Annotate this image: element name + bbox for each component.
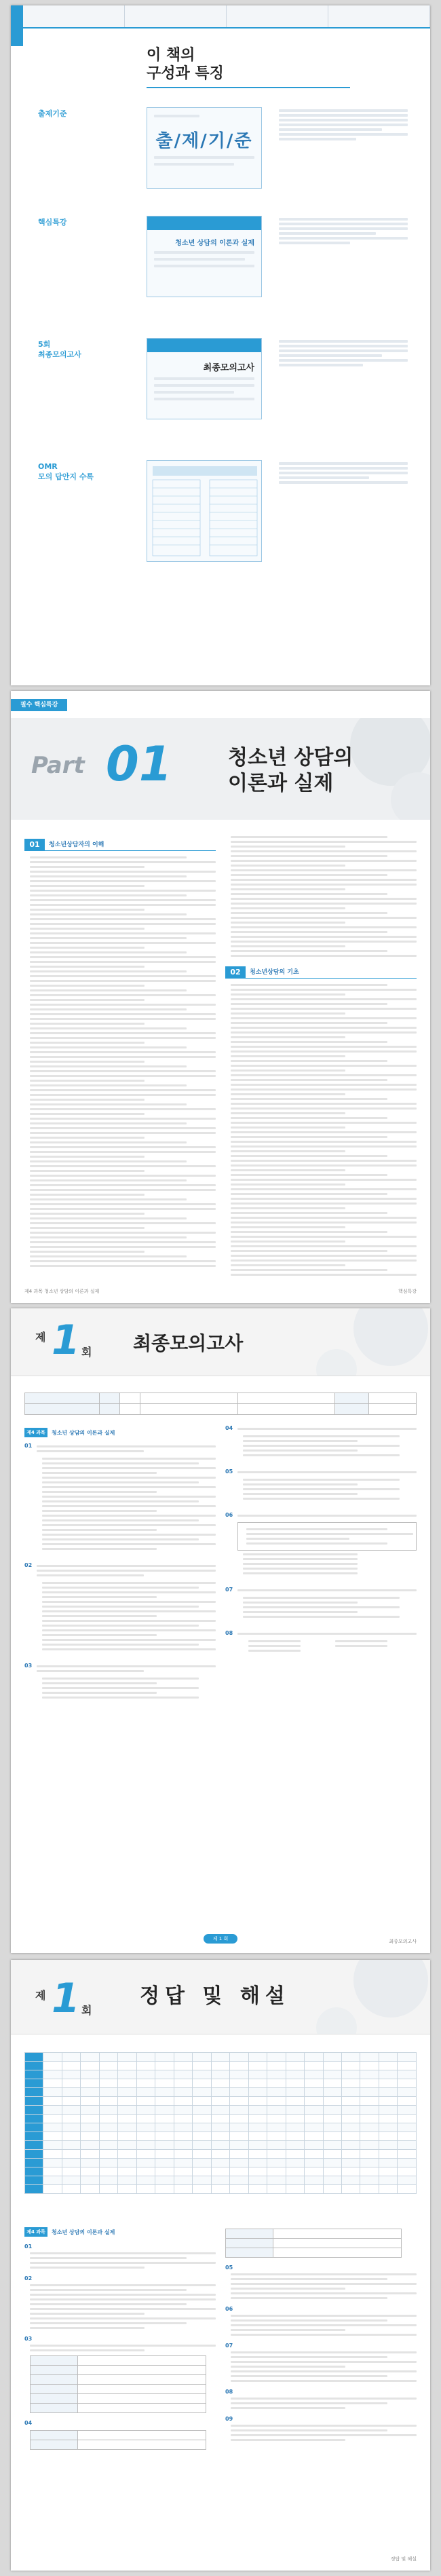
explanation-table — [225, 2229, 402, 2258]
feature-label-omr-sheet: OMR 모의 답안지 수록 — [38, 462, 94, 481]
lecture-column-left — [24, 833, 216, 1270]
question-item: 02 — [24, 1562, 216, 1650]
answer-number: 06 — [225, 2306, 233, 2312]
book-features-title: 이 책의 구성과 특징 — [147, 47, 224, 82]
answers-title: 정답 및 해설 — [140, 1984, 290, 2008]
lecture-column-right — [225, 833, 417, 1278]
chapter-heading: 01 청소년상담자의 이해 — [24, 839, 216, 851]
answer-number: 09 — [225, 2416, 233, 2422]
subject-band: 제4 과목 청소년 상담의 이론과 실제 — [24, 1428, 216, 1437]
part-title: 청소년 상담의 이론과 실제 — [228, 746, 353, 795]
question-item: 04 — [225, 1425, 417, 1456]
page-footer-left: 제4 과목 청소년 상담의 이론과 실제 — [24, 1289, 100, 1294]
explanation-column-right — [225, 2224, 417, 2444]
thumbnail-heading: 최종모의고사 — [203, 363, 254, 373]
exam-banner — [11, 1308, 430, 1376]
feature-thumbnail-core-lecture — [147, 216, 262, 297]
exam-suffix: 회 — [81, 2004, 92, 2017]
explanation-column-left — [24, 2224, 216, 2454]
feature-description — [279, 107, 408, 143]
spread-book-features — [11, 5, 430, 685]
info-cell — [125, 5, 227, 27]
feature-thumbnail-mock-exam — [147, 338, 262, 419]
feature-description — [279, 460, 408, 486]
question-column-right — [225, 1425, 417, 1667]
section-tab: 필수 핵심특강 — [11, 699, 67, 711]
page-footer-right: 정답 및 해설 — [390, 2556, 417, 2562]
part-number: 01 — [106, 736, 172, 792]
answer-number: 04 — [24, 2420, 33, 2426]
spread-mock-exam-1 — [11, 1308, 430, 1953]
part-label: Part — [31, 752, 85, 779]
answer-key-grid — [24, 2052, 417, 2194]
exam-prefix: 제 — [35, 1989, 46, 2002]
thumbnail-heading: 출/제/기/준 — [155, 131, 253, 151]
answer-number: 01 — [24, 2243, 33, 2250]
part-banner — [11, 718, 430, 820]
question-item: 07 — [225, 1587, 417, 1618]
answer-number: 02 — [24, 2275, 33, 2281]
chapter-heading: 02 청소년상담의 기초 — [225, 966, 417, 979]
explanation-table — [30, 2355, 206, 2413]
question-column-left — [24, 1425, 216, 1711]
spread-answers-1 — [11, 1960, 430, 2571]
omr-grid-graphic — [147, 461, 262, 562]
question-item: 05 — [225, 1469, 417, 1500]
exam-info-table — [24, 1393, 417, 1415]
page-footer-right: 핵심특강 — [398, 1289, 417, 1294]
info-cell — [23, 5, 125, 27]
spread-part-01-lecture — [11, 691, 430, 1303]
answer-number: 07 — [225, 2343, 233, 2349]
subject-band: 제4 과목 청소년 상담의 이론과 실제 — [24, 2227, 216, 2237]
page-footer-right: 최종모의고사 — [389, 1939, 417, 1944]
question-item: 01 — [24, 1443, 216, 1550]
question-box — [237, 1522, 417, 1551]
thumbnail-heading: 청소년 상담의 이론과 실제 — [175, 240, 254, 247]
answer-number: 05 — [225, 2265, 233, 2271]
answer-number: 03 — [24, 2336, 33, 2342]
info-cell — [227, 5, 328, 27]
exam-suffix: 회 — [81, 1346, 92, 1359]
exam-title: 최종모의고사 — [133, 1332, 244, 1355]
exam-number: 1 — [52, 1975, 80, 2022]
feature-label-core-lecture: 핵심특강 — [38, 218, 67, 227]
info-cell — [328, 5, 430, 27]
answer-number: 08 — [225, 2389, 233, 2395]
page-pill: 제 1 회 — [204, 1934, 237, 1944]
explanation-table — [30, 2430, 206, 2450]
question-item: 06 — [225, 1512, 417, 1574]
feature-label-mock-exam: 5회 최종모의고사 — [38, 340, 81, 359]
feature-description — [279, 216, 408, 246]
question-item: 08 — [225, 1630, 417, 1654]
feature-description — [279, 338, 408, 368]
feature-label-exam-criteria: 출제기준 — [38, 109, 67, 118]
exam-prefix: 제 — [35, 1331, 46, 1344]
info-bar — [23, 5, 430, 29]
exam-number: 1 — [52, 1317, 80, 1364]
answers-banner — [11, 1960, 430, 2034]
question-item: 03 — [24, 1663, 216, 1699]
edge-tab — [11, 5, 23, 46]
feature-thumbnail-exam-criteria — [147, 107, 262, 189]
title-divider — [147, 87, 350, 88]
feature-thumbnail-omr-sheet — [147, 460, 262, 562]
